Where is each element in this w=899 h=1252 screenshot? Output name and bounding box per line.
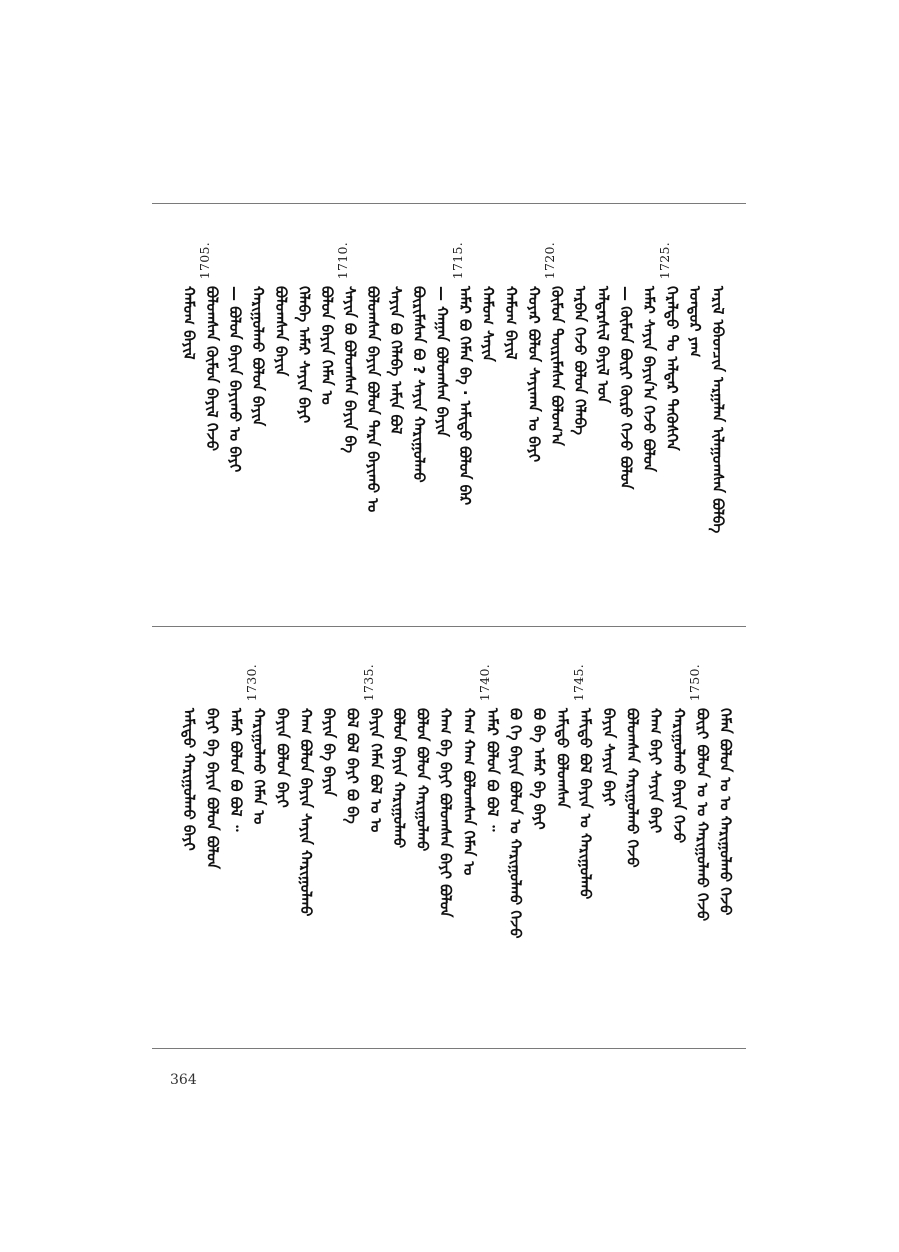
verse-text: ᠪᠠᠶᠢ ᠪᠠ ᠪᠠᠶᠢᠨ ᠪᠣᠯᠣᠨ ᠪᠣᠯᠣᠨ: [203, 708, 222, 870]
verse-text: ᠪᠠᠶᠢᠨ ᠰᠠᠶᠢᠨ ᠪᠠᠶᠢ: [600, 708, 619, 807]
verse-text: ᠠᠷᠪᠠᠨ ᠭᠡᠵᠦ ᠪᠣᠯᠣᠨ ᠬᠡᠯᠡᠪᠡ: [571, 286, 589, 436]
verse-text: — ᠬᠦᠮᠦᠨ ᠪᠦᠷᠢ ᠬᠦᠷᠦ ᠭᠡᠵᠦ ᠪᠣᠯᠣᠨ: [617, 286, 635, 490]
verse-text: ᠪᠣᠯ ᠪᠣᠯ ᠪᠠᠶᠢ ᠪᠣ ᠪᠠ: [343, 708, 362, 824]
verse-text: ᠪᠣ ᠪᠠ ᠠᠮᠠᠷ ᠪᠠ ᠪᠠᠶᠢ: [530, 708, 549, 830]
verse-text: ᠪᠣ ᠭᠡ ᠪᠠᠶᠢᠨ ᠪᠣᠯᠣᠨ ᠤ ᠬᠠᠷᠢᠭᠤᠯᠬᠤ ᠭᠡᠵᠦ: [506, 708, 525, 939]
verse-text: ᠬᠠᠭ ᠬᠠᠭ ᠪᠣᠯᠣᠭᠰᠠᠨ ᠬᠡᠮᠡᠨ ᠤ: [460, 708, 479, 876]
line-number: 1715.: [450, 242, 465, 280]
line-number: 1745.: [570, 664, 586, 702]
verse-text: ᠠᠮᠢᠳᠤ ᠬᠠᠷᠢᠭᠤᠯᠬᠤ ᠪᠠᠶᠢ: [180, 708, 199, 851]
verse-text: ᠬᠠᠮᠤᠭ ᠪᠠᠶᠢᠯ: [502, 286, 520, 360]
line-number: 1750.: [687, 664, 703, 702]
verse-text: ᠪᠣᠯᠣᠭᠰᠠᠨ ᠬᠠᠷᠢᠭᠤᠯᠬᠤ ᠭᠡᠵᠦ: [623, 708, 642, 868]
middle-rule: [152, 626, 746, 627]
page-number: 364: [170, 1072, 197, 1088]
line-number: 1730.: [244, 664, 260, 702]
text-line: [191, 242, 221, 478]
line-number: 1735.: [360, 664, 376, 702]
verse-text: ᠪᠠᠶᠢᠨ ᠪᠠ ᠪᠠᠶᠢᠨ: [320, 708, 339, 797]
verse-text: ᠪᠦᠷᠢᠮᠡᠰᠡᠨ ᠪᠣ ? ᠰᠠᠶᠢᠨ ᠬᠠᠷᠢᠭᠤᠯᠬᠤ: [410, 286, 428, 483]
line-number: 1740.: [477, 664, 493, 702]
lower-text-block: [168, 664, 735, 939]
verse-text: ᠬᠠᠷᠢᠭᠤᠯᠬᠤ ᠬᠡᠮᠡᠨ ᠤ: [250, 708, 269, 825]
verse-text: ᠠᠮᠠᠷ ᠰᠠᠶᠢᠨ ᠪᠠᠶᠢᠨ᠎ᠠ ᠭᠡᠵᠦ ᠪᠣᠯᠣᠨ: [640, 286, 658, 472]
verse-text: ᠬᠠᠷᠢᠭᠤᠯᠬᠤ ᠪᠠᠶᠢᠨ ᠭᠡᠵᠦ: [670, 708, 689, 844]
verse-text: ᠬᠠᠭ ᠪᠠᠶᠢ ᠰᠠᠶᠢᠨ ᠪᠠᠶᠢ: [646, 708, 665, 834]
verse-text: — ᠪᠣᠯᠣᠨ ᠪᠠᠶᠢᠨ ᠪᠠᠶᠢᠬᠤ ᠤ ᠪᠠᠶᠢ: [226, 286, 244, 473]
verse-text: ᠬᠡᠮᠡᠨ ᠪᠣᠯᠣᠨ ᠤ ᠤ ᠬᠠᠷᠢᠭᠤᠯᠬᠤ ᠭᠡᠵᠦ: [716, 708, 735, 916]
verse-text: ᠠᠮᠠᠷ ᠪᠣᠯᠣᠨ ᠪᠣ ᠪᠣᠯ ᠃: [483, 708, 502, 832]
verse-text: ᠪᠠᠶᠢᠨ ᠪᠣᠯᠣᠨ ᠪᠠᠶᠢ: [273, 708, 292, 808]
text-line: [697, 242, 727, 534]
verse-text: ᠪᠣᠯᠤᠨ ᠪᠠᠶᠢᠨ ᠬᠡᠮᠡᠨ ᠤ: [318, 286, 336, 405]
verse-text: ᠠᠮᠢᠳᠤ ᠪᠣᠯ ᠪᠠᠶᠢᠨ ᠤ ᠬᠠᠷᠢᠭᠤᠯᠬᠤ: [576, 708, 595, 900]
verse-text: ᠠᠷᠢᠯ ᠡᠪᠡᠳᠴᠢᠨ ᠠᠷᠭᠠᠯᠠᠨ ᠢᠯᠠᠭᠤᠭᠰᠠᠨ ᠪᠣᠯᠪᠠ: [709, 286, 727, 534]
verse-text: ᠤᠨᠳᠤᠷ ᠶᠠᠭ: [686, 286, 704, 358]
verse-text: ᠪᠠᠶᠢᠨ ᠬᠡᠮᠡᠨ ᠪᠣᠯ ᠤ ᠤ: [366, 708, 385, 833]
text-line: [168, 664, 199, 900]
verse-text: ᠠᠯᠳᠠᠷᠰᠢᠯ ᠪᠠᠶᠢᠯ ᠤᠨ: [594, 286, 612, 404]
verse-text: ᠬᠠᠭ ᠪᠠ ᠪᠠᠶᠢ ᠪᠣᠯᠣᠭᠰᠠᠨ ᠪᠠᠶᠢ ᠪᠣᠯᠣᠨ: [436, 708, 455, 918]
verse-text: ᠬᠠᠮᠤᠭ ᠪᠠᠶᠢᠯ: [180, 286, 198, 360]
verse-text: ᠬᠦᠮᠦᠨ ᠲᠦᠷᠢᠮᠡᠰᠡᠨ ᠪᠣᠯᠤᠭ᠎ᠠ: [548, 286, 566, 446]
verse-text: ᠪᠣᠯᠤᠭᠰᠠᠨ ᠬᠦᠮᠦᠨ ᠪᠠᠶᠢᠯ ᠭᠡᠵᠦ: [203, 286, 221, 452]
verse-text: ᠰᠠᠶᠢᠨ ᠪᠣ ᠬᠡᠯᠡᠪᠡ ᠠᠮᠢᠨ ᠪᠣᠯ: [387, 286, 405, 435]
verse-text: ᠠᠮᠠᠷ ᠪᠣᠯᠣᠨ ᠪᠣ ᠪᠣᠯ ᠃: [226, 708, 245, 832]
verse-text: ᠪᠣᠯᠣᠭᠰᠠᠨ ᠪᠠᠶᠢᠨ: [272, 286, 290, 377]
verse-text: ᠠᠮᠢᠳᠤ ᠪᠣᠯᠣᠭᠰᠠᠨ: [553, 708, 572, 809]
verse-text: ᠠᠮᠠᠷ ᠪᠣ ᠬᠡᠮᠡᠨ ᠪᠠ · ᠠᠮᠢᠳᠤ ᠪᠣᠯᠣᠨ ᠪᠡᠷ: [456, 286, 474, 506]
top-rule: [152, 203, 746, 204]
verse-text: ᠰᠠᠶᠢᠨ ᠪᠣ ᠪᠣᠯᠣᠭᠰᠠᠨ ᠪᠠᠶᠢᠨ ᠪᠠ: [341, 286, 359, 454]
verse-text: ᠬᠠᠷᠢᠭᠤᠯᠬᠤ ᠪᠣᠯᠣᠨ ᠪᠠᠶᠢᠨ: [249, 286, 267, 427]
verse-text: ᠬᠡᠯᠡᠪᠡ ᠠᠮᠠᠷ ᠰᠠᠶᠢᠨ ᠪᠠᠶᠢ: [295, 286, 313, 424]
verse-text: ᠪᠦᠷᠢ ᠪᠣᠯᠣᠨ ᠤ ᠤ ᠬᠠᠷᠢᠭᠤᠯᠬᠤ ᠭᠡᠵᠦ: [693, 708, 712, 922]
text-line: [513, 242, 543, 478]
line-number: 1705.: [197, 242, 212, 280]
bottom-rule: [152, 1048, 746, 1049]
verse-text: ᠬᠣᠶᠠᠷ ᠪᠣᠯᠤᠨ ᠰᠠᠶᠢᠬᠠᠨ ᠤ ᠪᠠᠶᠢ: [525, 286, 543, 463]
verse-text: ᠬᠠᠮᠤᠭ ᠰᠠᠶᠢᠨ: [479, 286, 497, 362]
line-number: 1725.: [657, 242, 672, 280]
text-line: [168, 242, 198, 478]
line-number: 1710.: [335, 242, 350, 280]
verse-text: — ᠬᠠᠭᠠᠨ ᠪᠣᠯᠣᠭᠰᠠᠨ ᠪᠠᠶᠢᠨ: [433, 286, 451, 437]
verse-text: ᠪᠣᠯᠤᠭᠰᠠᠨ ᠪᠠᠶᠢᠨ ᠪᠣᠯᠣᠨ ᠲᠡᠷᠡ ᠪᠠᠶᠢᠬᠤ ᠤ: [364, 286, 382, 513]
upper-text-block: [168, 242, 727, 534]
verse-text: ᠪᠣᠯᠤᠨ ᠪᠠᠶᠢᠨ ᠬᠠᠷᠢᠭᠤᠯᠬᠤ: [390, 708, 409, 849]
verse-text: ᠬᠠᠭ ᠪᠣᠯᠣᠨ ᠪᠠᠶᠢᠨ ᠰᠠᠶᠢᠨ ᠬᠠᠷᠢᠭᠤᠯᠬᠤ: [296, 708, 315, 917]
verse-text: ᠪᠣᠯᠤᠨ ᠪᠣᠯᠤᠨ ᠬᠠᠷᠢᠭᠤᠯᠬᠤ: [413, 708, 432, 852]
verse-text: ᠭᠡᠷᠡᠯᠲᠦ ᠲᠤ ᠠᠯᠳᠠᠷ ᠲᠡᠭᠦᠰᠬᠡᠨ: [663, 286, 681, 451]
line-number: 1720.: [542, 242, 557, 280]
